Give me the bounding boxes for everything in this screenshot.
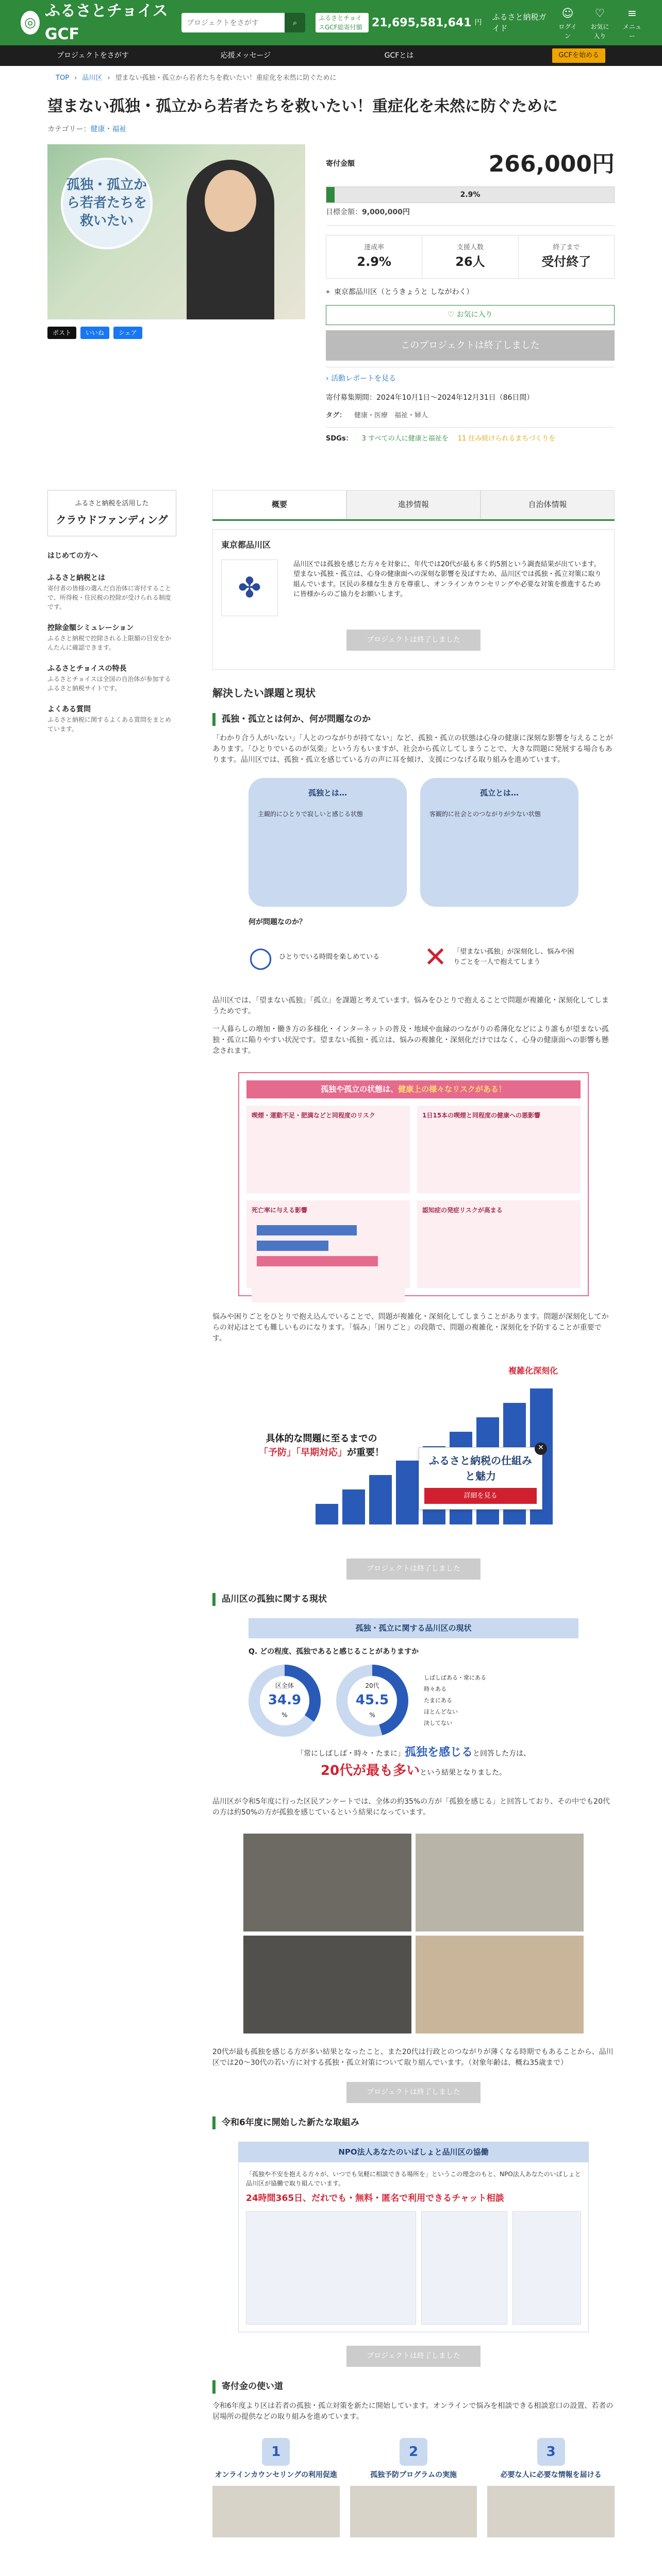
stat-value: 26人 [455,255,485,269]
photo-grid [243,1834,584,2033]
donut-unit: % [369,1711,375,1719]
step-image [350,2486,477,2537]
search-box [181,13,305,32]
amount-row [326,147,615,181]
guide-link[interactable]: ふるさと納税ガイド [492,12,547,33]
period: 寄付募集期間：2024年10月1日〜2024年12月31日（86日間） [326,394,534,402]
sdgs-label: SDGs： [326,434,353,443]
ng-case [424,936,578,978]
breadcrumb-top[interactable]: TOP [56,74,70,82]
stat-value: 2.9% [357,255,391,269]
photo [416,1834,584,1931]
donut-inner [347,1676,397,1725]
tag[interactable]: 健康・医療 [354,412,388,419]
menu-icon: ≡ [627,7,637,20]
prevention-b: 「予防」「早期対応」 [259,1447,347,1458]
section-title: 解決したい課題と現状 [212,686,316,699]
paragraph: 悩みや困りごとをひとりで抱え込んでいることで、問題が複雑化・深刻化してしまうことがあります。問題が深刻化してからの対応はとても難しいものになります。「悩み」「困りごと」の段階で、問題の複雑化・深刻化を予防することが重要です。 [212,1312,609,1343]
progress-percent: 2.9% [460,190,481,199]
favorites-button[interactable] [588,5,611,41]
paragraph: 一人暮らしの増加・働き方の多様化・インターネットの普及・地域や血縁のつながりの希薄化などにより誰もが望まない孤独・孤立に陥りやすい状況です。望まない孤独・孤立は、悩みの複雑化・深刻化だけではなく、心身の健康面への影響も懸念されます。 [212,1025,609,1055]
risk-cell: 認知症の発症リスクが高まる [417,1200,581,1288]
npo-highlight: 24時間365日、だれでも・無料・匿名で利用できるチャット相談 [246,2193,504,2204]
search-icon[interactable]: ⌕ [285,13,305,32]
donut-unit: % [282,1711,288,1719]
survey-infographic [249,1618,578,1781]
legend-item: ほとんどない [424,1708,458,1715]
address [326,287,615,298]
photo [243,1834,411,1931]
paragraph: 20代が最も孤独を感じる方が多い結果となったこと、また20代は行政とのつながりが薄くなる時期でもあることから、品川区では20〜30代の若い方に対する孤独・孤立対策について取り組んでいます。（対象年齢は、概ね35歳まで） [212,2047,614,2067]
step [487,2438,615,2481]
donut-inner [260,1676,309,1725]
donut-value: 45.5 [355,1692,389,1708]
facebook-share-button[interactable]: シェア [113,327,142,339]
infographic-title-a: 孤独や孤立の状態は、 [321,1084,399,1094]
sidebar-link[interactable]: 控除金額シミュレーション [47,623,134,632]
prevention-a: 具体的な問題に至るまでの [266,1433,377,1444]
tab-municipality[interactable]: 自治体情報 [481,490,615,519]
health-risk-infographic [238,1072,589,1296]
sdgs [326,427,615,444]
loneliness-bubble [249,778,407,907]
stat-supporters [422,235,518,279]
bubble-title: 孤立とは… [479,788,519,798]
tab-overview[interactable]: 概要 [212,490,346,519]
donut-label: 20代 [365,1682,379,1689]
search-input[interactable] [181,13,285,32]
subsection-title: 品川区の孤独に関する現状 [212,1593,615,1606]
risk-cell-bars [246,1200,410,1288]
bubble-text: 主観的にひとりで寂しいと感じる状態 [258,810,363,818]
stats [326,235,615,279]
stat-rate [326,235,422,279]
sidebar-link[interactable]: ふるさとチョイスの特長 [47,664,127,673]
sidebar-link[interactable]: よくある質問 [47,705,91,714]
goal-value: 9,000,000円 [362,208,410,216]
category-link[interactable]: 健康・福祉 [90,125,127,133]
sub-nav [0,45,662,66]
infographic-title-b: 健康上の様々なリスクがある！ [398,1084,506,1094]
login-button[interactable] [558,5,577,41]
step-number: 3 [537,2438,565,2466]
ended-button: プロジェクトは終了しました [346,630,481,651]
result-c: と回答した方は、 [473,1749,531,1758]
breadcrumb-current: 望まない孤独・孤立から若者たちを救いたい！重症化を未然に防ぐために [115,74,337,82]
sidebar-link[interactable]: ふるさと納税とは [47,573,105,582]
stat-label: 支援人数 [456,243,484,251]
donut-20s [336,1665,408,1737]
donut-label: 区全体 [275,1682,294,1689]
step-image [212,2486,340,2537]
infographic-title [246,1080,581,1098]
definition-bubbles [249,778,578,907]
hero-caption: 孤独・孤立から若者たちを救いたい [61,158,153,249]
step [350,2438,477,2481]
breadcrumb-sep: › [107,74,110,82]
growth-bar [396,1461,419,1524]
sdg-item: 11 住み続けられるまちづくりを [457,434,556,443]
person-face [205,170,256,232]
paragraph: 「わかり合う人がいない」「人とのつながりが持てない」など、孤独・孤立の状態は心身の健康に深刻な影響を与えることがあります。「ひとりでいるのが気楽」という方もいますが、社会から孤立してしまうことで、大きな問題に発展する場合もあります。品川区では、孤独・孤立を感じている方の声に耳を傾け、支援につなげる取り組みを進めています。 [212,734,613,764]
step-number: 1 [262,2438,290,2466]
goal-label: 目標金額： [326,208,362,216]
menu-button[interactable] [623,5,641,41]
step [212,2438,340,2481]
furusato-popup [419,1443,544,1510]
logo-icon: ◎ [21,11,40,35]
npo-text: 「孤独や不安を抱える方々が、いつでも気軽に相談できる場所を」というこの理念のもと、NPO法人あなたのいばしょと品川区が協働で取り組んでいます。 [246,2170,581,2187]
paragraph: 品川区が令和5年度に行った区民アンケートでは、全体の約35%の方が「孤独を感じる」と回答しており、その中でも20代の方は約50%の方が孤独を感じているという結果になっています。 [212,1797,610,1817]
hero-image [47,144,305,319]
survey-result [249,1744,578,1781]
login-label: ログイン [558,23,577,40]
risk-bar [257,1225,357,1235]
nav-about-gcf[interactable]: GCFとは [384,51,414,60]
donut-row [249,1665,578,1737]
popup-title: ふるさと納税の仕組みと魅力 [429,1454,532,1482]
paragraph: 品川区では、「望まない孤独」「孤立」を課題と考えています。悩みをひとりで抱えることで問題が複雑化・深刻化してしまうためです。 [212,996,609,1015]
donut-legend [424,1672,486,1729]
subsection-title: 寄付金の使い道 [212,2380,615,2394]
nav-messages[interactable]: 応援メッセージ [220,51,271,60]
favorite-label: お気に入り [456,311,493,319]
result-d: 20代が最も多い [320,1762,420,1778]
municipality-text: 品川区では孤独を感じた方々を対象に、年代では20代が最も多く約5割という調査結果が出ています。望まない孤独・孤立は、心身の健康面への深刻な影響を及ぼすため、品川区では孤独・孤立対策に取り組んでいます。区民の多様な生き方を尊重し、オンラインカウンセリングや必要な対策を推進するために皆様からのご協力をお願いします。 [293,560,602,598]
tab-progress[interactable]: 進捗情報 [346,490,481,519]
risk-cell: 喫煙・運動不足・肥満などと同程度のリスク [246,1106,410,1193]
close-icon[interactable]: ✕ [535,1443,547,1455]
share-x-button[interactable]: ポスト [47,327,76,339]
photo [243,1936,411,2033]
bubble-title: 孤独とは… [308,788,347,798]
risk-cell-title: 死亡率に与える影響 [252,1206,308,1214]
tags [326,411,615,421]
step-label: 孤独予防プログラムの実施 [370,2470,457,2479]
isolation-bubble [420,778,578,907]
goal [326,207,615,226]
breadcrumb-city[interactable]: 品川区 [82,74,103,82]
top-bar [0,0,662,45]
npo-title: NPO法人あなたのいばしょと品川区の協働 [239,2142,588,2162]
sidebar-link-text: 寄付者の皆様の選んだ自治体に寄付することで、所得税・住民税の控除が受けられる制度です。 [47,584,172,611]
nav-find-project[interactable]: プロジェクトをさがす [57,51,129,60]
crowdfunding-banner[interactable] [47,490,176,536]
risk-bar [257,1256,378,1266]
municipality-row [221,560,606,616]
favorites-label: お気に入り [590,23,609,40]
growth-bar [342,1489,365,1524]
step-label: オンラインカウンセリングの利用促進 [214,2470,337,2479]
step-number: 2 [400,2438,427,2466]
npo-phone [421,2211,507,2325]
stat-remaining [519,235,614,279]
risk-cell: 1日15本の喫煙と同程度の健康への悪影響 [417,1106,581,1193]
result-e: という結果となりました。 [420,1768,507,1777]
npo-qr [512,2211,581,2325]
category-label: カテゴリー： [47,125,91,133]
report-link[interactable] [326,367,615,384]
step-image [487,2486,615,2537]
heart-icon: ♡ [448,311,457,319]
facebook-like-button[interactable]: いいね [80,327,109,339]
address-text: 東京都品川区（とうきょうと しながわく） [334,288,474,296]
usage-steps [212,2438,615,2481]
sidebar-link-text: ふるさと納税に関するよくある質問をまとめています。 [47,716,172,733]
sidebar-links [47,551,176,734]
result-a: 「常にしばしば・時々・たまに」 [296,1749,405,1758]
legend-item: 時々ある [424,1685,446,1692]
bubble-text: 客観的に社会とのつながりが少ない状態 [429,810,541,818]
donut-value: 34.9 [268,1692,302,1708]
funding-panel [326,144,615,444]
sidebar-link[interactable]: はじめての方へ [47,551,98,560]
amount-label: 寄付金額 [326,160,355,168]
prevention-c: が重要！ [347,1447,384,1458]
step-images [212,2486,615,2537]
breadcrumb [0,66,662,83]
heart-icon: ♡ [594,7,605,20]
escalation-caption: 複雑化深刻化 [508,1365,558,1376]
page-title: 望まない孤独・孤立から若者たちを救いたい！重症化を未然に防ぐために [47,97,558,115]
category [47,124,615,135]
favorite-button[interactable] [326,305,615,325]
growth-bar [316,1504,338,1524]
subsection-title: 孤独・孤立とは何か、何が問題なのか [212,713,615,726]
ok-text: ひとりでいる時間を楽しめている [279,953,380,961]
npo-images [246,2211,581,2325]
hero [47,144,615,444]
logo-text: ふるさとチョイスGCF [44,2,168,43]
breadcrumb-sep: › [74,74,77,82]
npo-infographic [238,2142,589,2332]
sidebar-link-text: ふるさと納税で控除される上限額の目安をかんたんに確認できます。 [47,634,172,651]
user-icon: ☺ [561,7,574,20]
stat-label: 終了まで [553,243,580,251]
tab-bar [212,490,615,521]
ng-text: 「望まない孤独」が深刻化し、悩みや困りごとを一人で抱えてしまう [453,948,574,966]
banner-main: クラウドファンディング [56,513,168,526]
hero-left [47,144,305,444]
ended-button: プロジェクトは終了しました [346,1558,481,1580]
left-sidebar [47,490,176,2537]
tag[interactable]: 福祉・婦人 [394,412,428,419]
report-label: 活動レポートを見る [331,375,396,383]
paragraph: 令和6年度より区は若者の孤独・孤立対策を新たに開始しています。オンラインで悩みを相談できる相談窓口の設置、若者の居場所の提供などの取り組みを進めています。 [212,2401,614,2421]
total-donation [316,13,482,32]
subsection-title: 令和6年度に開始した新たな取組み [212,2116,615,2130]
prevention-caption [259,1432,384,1460]
stat-label: 達成率 [364,243,385,251]
site-logo[interactable] [21,0,171,46]
loneliness-illustration [249,778,578,978]
start-gcf-button[interactable]: GCFを始める [552,48,605,63]
menu-label: メニュー [622,23,641,40]
growth-bar [369,1475,392,1524]
popup-button[interactable]: 詳細を見る [424,1488,537,1504]
amount-value: 266,000円 [488,150,615,177]
map-pin-icon: ⌖ [326,288,330,296]
municipality-card [212,529,615,670]
legend-item: しばしばある・常にある [424,1674,486,1681]
risk-bar [257,1241,328,1251]
photo [416,1936,584,2033]
stat-value: 受付終了 [541,255,591,269]
emblem-icon: ✤ [221,560,278,616]
legend-item: 決してない [424,1719,452,1726]
circle-icon: ○ [249,941,273,973]
prevention-illustration [238,1360,589,1545]
npo-flyer [246,2211,416,2325]
header-icons [558,5,641,41]
ok-case [249,936,403,978]
ended-button: プロジェクトは終了しました [346,2346,481,2367]
total-label: ふるさとチョイスGCF総寄付額 [316,13,369,32]
chevron-right-icon: › [326,375,332,383]
result-b: 孤独を感じる [404,1745,473,1759]
total-unit: 円 [474,18,482,27]
project-ended-button: このプロジェクトは終了しました [326,330,615,361]
page-body [47,490,615,2537]
donut-overall [249,1665,321,1737]
main-content [212,490,615,2537]
progress-bar [326,187,615,203]
ok-ng-compare [249,936,578,978]
share-buttons [47,327,305,339]
total-value: 21,695,581,641 [372,16,472,29]
why-title: 何が問題なのか？ [249,918,306,926]
sdg-item: 3 すべての人に健康と福祉を [361,434,449,443]
ended-button: プロジェクトは終了しました [346,2082,481,2103]
municipality-name: 東京都品川区 [221,539,271,550]
legend-item: たまにある [424,1697,452,1704]
survey-title: 孤独・孤立に関する品川区の現状 [249,1618,578,1638]
banner-top: ふるさと納税を活用した [75,500,149,507]
risk-bars [252,1215,405,1302]
infographic-grid [246,1106,581,1288]
step-label: 必要な人に必要な情報を届ける [500,2470,602,2479]
npo-body [239,2162,588,2332]
survey-question: Q. どの程度、孤独であると感じることがありますか [249,1647,419,1656]
sidebar-link-text: ふるさとチョイスは全国の自治体が参加するふるさと納税サイトです。 [47,675,171,692]
cross-icon: ✕ [424,941,448,973]
tags-label: タグ： [326,412,346,419]
